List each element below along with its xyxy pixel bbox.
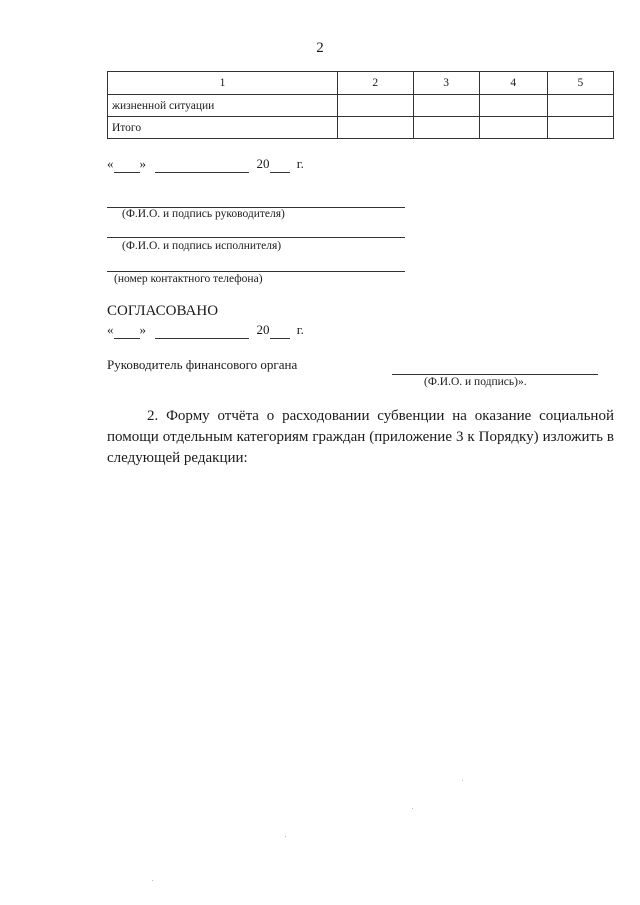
table-cell xyxy=(337,117,413,139)
table-cell xyxy=(479,117,547,139)
scan-speck xyxy=(152,880,153,881)
table-cell xyxy=(547,95,613,117)
year-prefix: 20 xyxy=(256,322,270,337)
date-line xyxy=(107,156,304,173)
header-cell: 1 xyxy=(108,72,338,95)
expenses-table xyxy=(107,71,614,139)
row-label: жизненной ситуации xyxy=(108,95,338,117)
day-blank xyxy=(114,156,140,173)
year-suffix: г. xyxy=(296,322,304,337)
close-quote: » xyxy=(139,322,146,337)
open-quote: « xyxy=(107,322,114,337)
table-row xyxy=(108,95,614,117)
day-blank xyxy=(114,322,140,339)
year-blank xyxy=(270,322,290,339)
table-cell xyxy=(479,95,547,117)
head-signature-caption: (Ф.И.О. и подпись руководителя) xyxy=(122,208,285,220)
phone-caption: (номер контактного телефона) xyxy=(114,273,263,285)
table-cell xyxy=(413,95,479,117)
close-quote: » xyxy=(139,156,146,171)
finance-head-signature-caption: (Ф.И.О. и подпись)». xyxy=(424,376,527,388)
page-number: 2 xyxy=(316,40,324,56)
paragraph xyxy=(107,406,614,469)
phone-line xyxy=(107,271,405,272)
header-cell: 2 xyxy=(337,72,413,95)
row-label: Итого xyxy=(108,117,338,139)
scan-speck xyxy=(412,808,413,809)
executor-signature-caption: (Ф.И.О. и подпись исполнителя) xyxy=(122,240,282,252)
finance-head-signature-line xyxy=(392,374,598,375)
executor-signature-line xyxy=(107,237,405,238)
year-prefix: 20 xyxy=(256,156,270,171)
table-cell xyxy=(547,117,613,139)
table-cell xyxy=(337,95,413,117)
scan-speck xyxy=(462,780,463,781)
year-suffix: г. xyxy=(296,156,304,171)
table-header-row xyxy=(108,72,614,95)
agreed-title: СОГЛАСОВАНО xyxy=(107,303,219,319)
open-quote: « xyxy=(107,156,114,171)
month-blank xyxy=(155,156,249,173)
finance-head-label: Руководитель финансового органа xyxy=(107,357,298,372)
header-cell: 5 xyxy=(547,72,613,95)
header-cell: 4 xyxy=(479,72,547,95)
table-row-total xyxy=(108,117,614,139)
scan-speck xyxy=(285,836,286,837)
year-blank xyxy=(270,156,290,173)
paragraph-text: 2. Форму отчёта о расходовании субвенции на оказание социальной помощи отдельным категориям граждан (приложение 3 к Порядку) изложить в следующей редакции: xyxy=(107,408,614,466)
agreed-date-line xyxy=(107,322,304,339)
header-cell: 3 xyxy=(413,72,479,95)
table-cell xyxy=(413,117,479,139)
month-blank xyxy=(155,322,249,339)
